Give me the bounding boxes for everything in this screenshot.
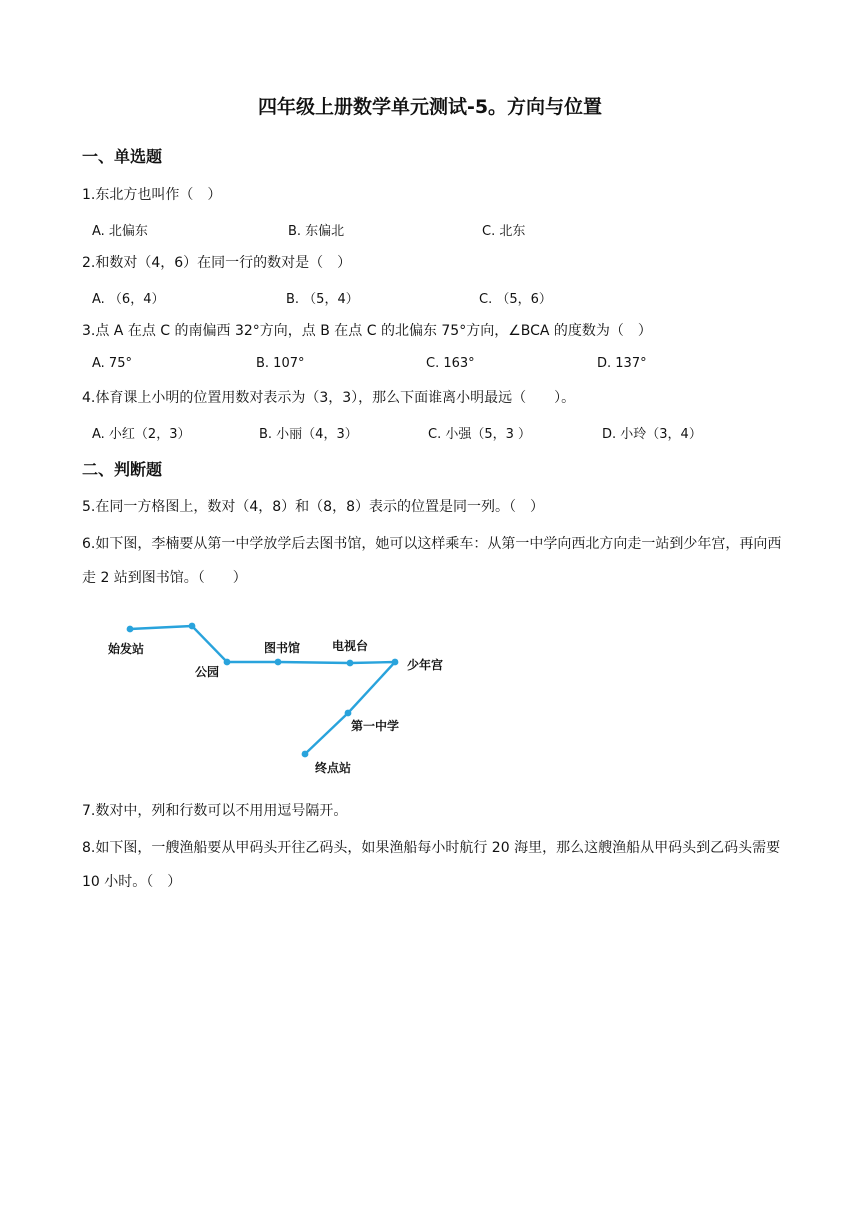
- station-dot-park[interactable]: [224, 659, 231, 666]
- option-b[interactable]: B. 小丽（4，3）: [259, 427, 358, 442]
- option-c[interactable]: C. 163°: [426, 356, 475, 371]
- question-3: 3.点 A 在点 C 的南偏西 32°方向，点 B 在点 C 的北偏东 75°方向，∠BCA 的度数为（ ）: [82, 323, 652, 339]
- page-title: 四年级上册数学单元测试-5。方向与位置: [257, 96, 603, 118]
- section-heading-single-choice: 一、单选题: [82, 147, 163, 166]
- station-dot-start[interactable]: [127, 626, 134, 633]
- option-b[interactable]: B. 107°: [256, 356, 305, 371]
- station-label-end: 终点站: [315, 761, 352, 775]
- question-1: 1.东北方也叫作（ ）: [82, 187, 222, 203]
- station-dot-tv[interactable]: [347, 660, 354, 667]
- question-8: 8.如下图，一艘渔船要从甲码头开往乙码头，如果渔船每小时航行 20 海里，那么这艘渔船从甲码头到乙码头需要 10 小时。（ ）: [82, 840, 781, 890]
- option-d[interactable]: D. 137°: [597, 356, 647, 371]
- question-4: 4.体育课上小明的位置用数对表示为（3，3），那么下面谁离小明最远（ ）。: [82, 390, 576, 406]
- question-4-options: [92, 423, 792, 443]
- station-label-library: 图书馆: [264, 641, 301, 655]
- option-b[interactable]: B. 东偏北: [288, 224, 345, 239]
- option-d[interactable]: D. 小玲（3，4）: [602, 427, 702, 442]
- station-dot-library[interactable]: [275, 659, 282, 666]
- station-dot-end[interactable]: [302, 751, 309, 758]
- question-3-options: [92, 356, 792, 376]
- option-a[interactable]: A. 小红（2，3）: [92, 427, 191, 442]
- question-1-options: [92, 220, 792, 240]
- option-b[interactable]: B. （5，4）: [286, 292, 359, 307]
- station-label-youth-palace: 少年宫: [407, 658, 444, 672]
- question-6: 6.如下图，李楠要从第一中学放学后去图书馆，她可以这样乘车：从第一中学向西北方向走一站到少年宫，再向西走 2 站到图书馆。（ ）: [82, 536, 782, 586]
- question-2-options: [92, 288, 792, 308]
- station-dot-bend[interactable]: [189, 623, 196, 630]
- section-heading-true-false: 二、判断题: [82, 460, 163, 479]
- station-label-tv: 电视台: [332, 639, 369, 653]
- option-c[interactable]: C. 小强（5，3 ）: [428, 427, 532, 442]
- station-label-school: 第一中学: [351, 719, 400, 733]
- option-c[interactable]: C. （5，6）: [479, 292, 552, 307]
- station-label-start: 始发站: [108, 642, 145, 656]
- option-a[interactable]: A. （6，4）: [92, 292, 165, 307]
- option-a[interactable]: A. 75°: [92, 356, 132, 371]
- question-2: 2.和数对（4，6）在同一行的数对是（ ）: [82, 255, 352, 271]
- option-a[interactable]: A. 北偏东: [92, 224, 148, 239]
- bus-route-map: [100, 610, 480, 790]
- station-label-park: 公园: [195, 665, 220, 679]
- question-7: 7.数对中，列和行数可以不用用逗号隔开。: [82, 803, 348, 819]
- question-5: 5.在同一方格图上，数对（4，8）和（8，8）表示的位置是同一列。（ ）: [82, 499, 544, 515]
- option-c[interactable]: C. 北东: [482, 224, 526, 239]
- station-dot-school[interactable]: [345, 710, 352, 717]
- station-dot-youth-palace[interactable]: [392, 659, 399, 666]
